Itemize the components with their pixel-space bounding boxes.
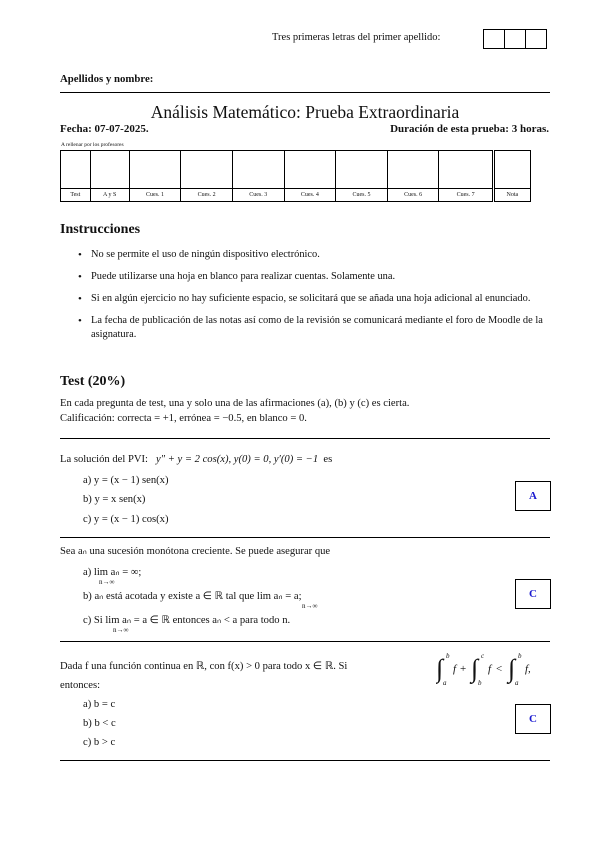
- divider: [60, 537, 550, 538]
- svg-text:c: c: [481, 652, 485, 660]
- divider: [60, 760, 550, 761]
- question-3-stem: Dada f una función continua en ℝ, con f(x) > 0 para todo x ∈ ℝ. Si: [60, 661, 348, 672]
- grade-cell-nota: [493, 151, 530, 189]
- question-2-answer-box[interactable]: C: [515, 579, 551, 609]
- question-2-option-c[interactable]: c) Si lim aₙ = a ∈ ℝ entonces aₙ < a para todo n. n→∞: [83, 615, 291, 634]
- limit-subscript: n→∞: [302, 602, 318, 610]
- limit-subscript: n→∞: [113, 626, 129, 634]
- grade-cell-c6: [387, 151, 439, 189]
- svg-text:b: b: [478, 679, 482, 687]
- list-item: • No se permite el uso de ningún dispositivo electrónico.: [60, 248, 550, 262]
- question-1-stem: La solución del PVI: y″ + y = 2 cos(x), y(0) = 0, y′(0) = −1 es: [60, 454, 333, 465]
- grade-col-label: Cues. 5: [336, 189, 388, 202]
- grade-cell-test: [61, 151, 91, 189]
- svg-text:+: +: [460, 663, 467, 675]
- svg-text:a: a: [515, 679, 519, 687]
- question-3-answer-box[interactable]: C: [515, 704, 551, 734]
- svg-text:<: <: [496, 663, 503, 675]
- svg-text:a: a: [443, 679, 447, 687]
- question-3-option-c[interactable]: c) b > c: [83, 737, 116, 748]
- grade-col-label: Nota: [493, 189, 530, 202]
- svg-text:b: b: [518, 652, 522, 660]
- question-1-option-b[interactable]: b) y = x sen(x): [83, 494, 146, 505]
- grade-cell-c3: [232, 151, 284, 189]
- divider: [60, 641, 550, 642]
- grade-col-label: A y S: [90, 189, 129, 202]
- grade-col-label: Cues. 2: [181, 189, 233, 202]
- question-2-option-a[interactable]: a) lim aₙ = ∞; n→∞: [83, 567, 142, 586]
- grade-cell-ays: [90, 151, 129, 189]
- grade-cell-c1: [129, 151, 181, 189]
- exam-date: Fecha: 07-07-2025.: [60, 123, 149, 135]
- grade-cell-c7: [439, 151, 493, 189]
- svg-text:f,: f,: [525, 663, 531, 675]
- question-2-stem: Sea aₙ una sucesión monótona creciente. Se puede asegurar que: [60, 546, 331, 557]
- question-1-answer-box[interactable]: A: [515, 481, 551, 511]
- exam-duration: Duración de esta prueba: 3 horas.: [390, 123, 549, 135]
- page-title: Análisis Matemático: Prueba Extraordinaria: [150, 102, 460, 122]
- list-item: • Puede utilizarse una hoja en blanco para realizar cuentas. Solamente una.: [60, 270, 550, 284]
- svg-text:∫: ∫: [508, 654, 516, 683]
- list-item: • Si en algún ejercicio no hay suficiente espacio, se solicitará que se añada una hoja adicional al enunciado.: [60, 292, 550, 306]
- question-1-equation: y″ + y = 2 cos(x), y(0) = 0, y′(0) = −1: [155, 454, 319, 465]
- grade-col-label: Test: [61, 189, 91, 202]
- test-intro: En cada pregunta de test, una y solo una de las afirmaciones (a), (b) y (c) es cierta.: [60, 398, 410, 409]
- grade-col-label: Cues. 7: [439, 189, 493, 202]
- grade-table-note: A rellenar por los profesores: [61, 142, 124, 148]
- grade-col-label: Cues. 6: [387, 189, 439, 202]
- list-item: • La fecha de publicación de las notas así como de la revisión se comunicará mediante el foro de Moodle de la asignatura.: [60, 314, 550, 342]
- svg-text:b: b: [446, 652, 450, 660]
- svg-text:∫: ∫: [471, 654, 479, 683]
- grade-col-label: Cues. 1: [129, 189, 181, 202]
- grade-cell-c2: [181, 151, 233, 189]
- grade-cell-c4: [284, 151, 336, 189]
- surname-letter-boxes[interactable]: [484, 29, 547, 49]
- instructions-heading: Instrucciones: [60, 222, 141, 237]
- question-3-option-b[interactable]: b) b < c: [83, 718, 116, 729]
- name-label: Apellidos y nombre:: [60, 73, 154, 85]
- grade-col-label: Cues. 4: [284, 189, 336, 202]
- test-heading: Test (20%): [60, 374, 126, 389]
- question-2-option-b[interactable]: b) aₙ está acotada y existe a ∈ ℝ tal que lim aₙ = a; n→∞: [83, 591, 318, 610]
- instructions-list: [60, 248, 550, 350]
- grade-col-label: Cues. 3: [232, 189, 284, 202]
- surname-prompt: Tres primeras letras del primer apellido:: [272, 32, 441, 43]
- question-1-option-a[interactable]: a) y = (x − 1) sen(x): [83, 475, 169, 486]
- svg-text:∫: ∫: [436, 654, 444, 683]
- grade-table: [60, 150, 531, 202]
- svg-text:f: f: [453, 663, 457, 675]
- question-3-stem-cont: entonces:: [60, 680, 101, 691]
- test-grading: Calificación: correcta = +1, errónea = −0.5, en blanco = 0.: [60, 413, 307, 424]
- limit-subscript: n→∞: [99, 578, 115, 586]
- divider: [60, 438, 550, 439]
- question-3-option-a[interactable]: a) b = c: [83, 699, 116, 710]
- question-1-option-c[interactable]: c) y = (x − 1) cos(x): [83, 514, 169, 525]
- grade-cell-c5: [336, 151, 388, 189]
- name-line: [60, 92, 550, 93]
- svg-text:f: f: [488, 663, 492, 675]
